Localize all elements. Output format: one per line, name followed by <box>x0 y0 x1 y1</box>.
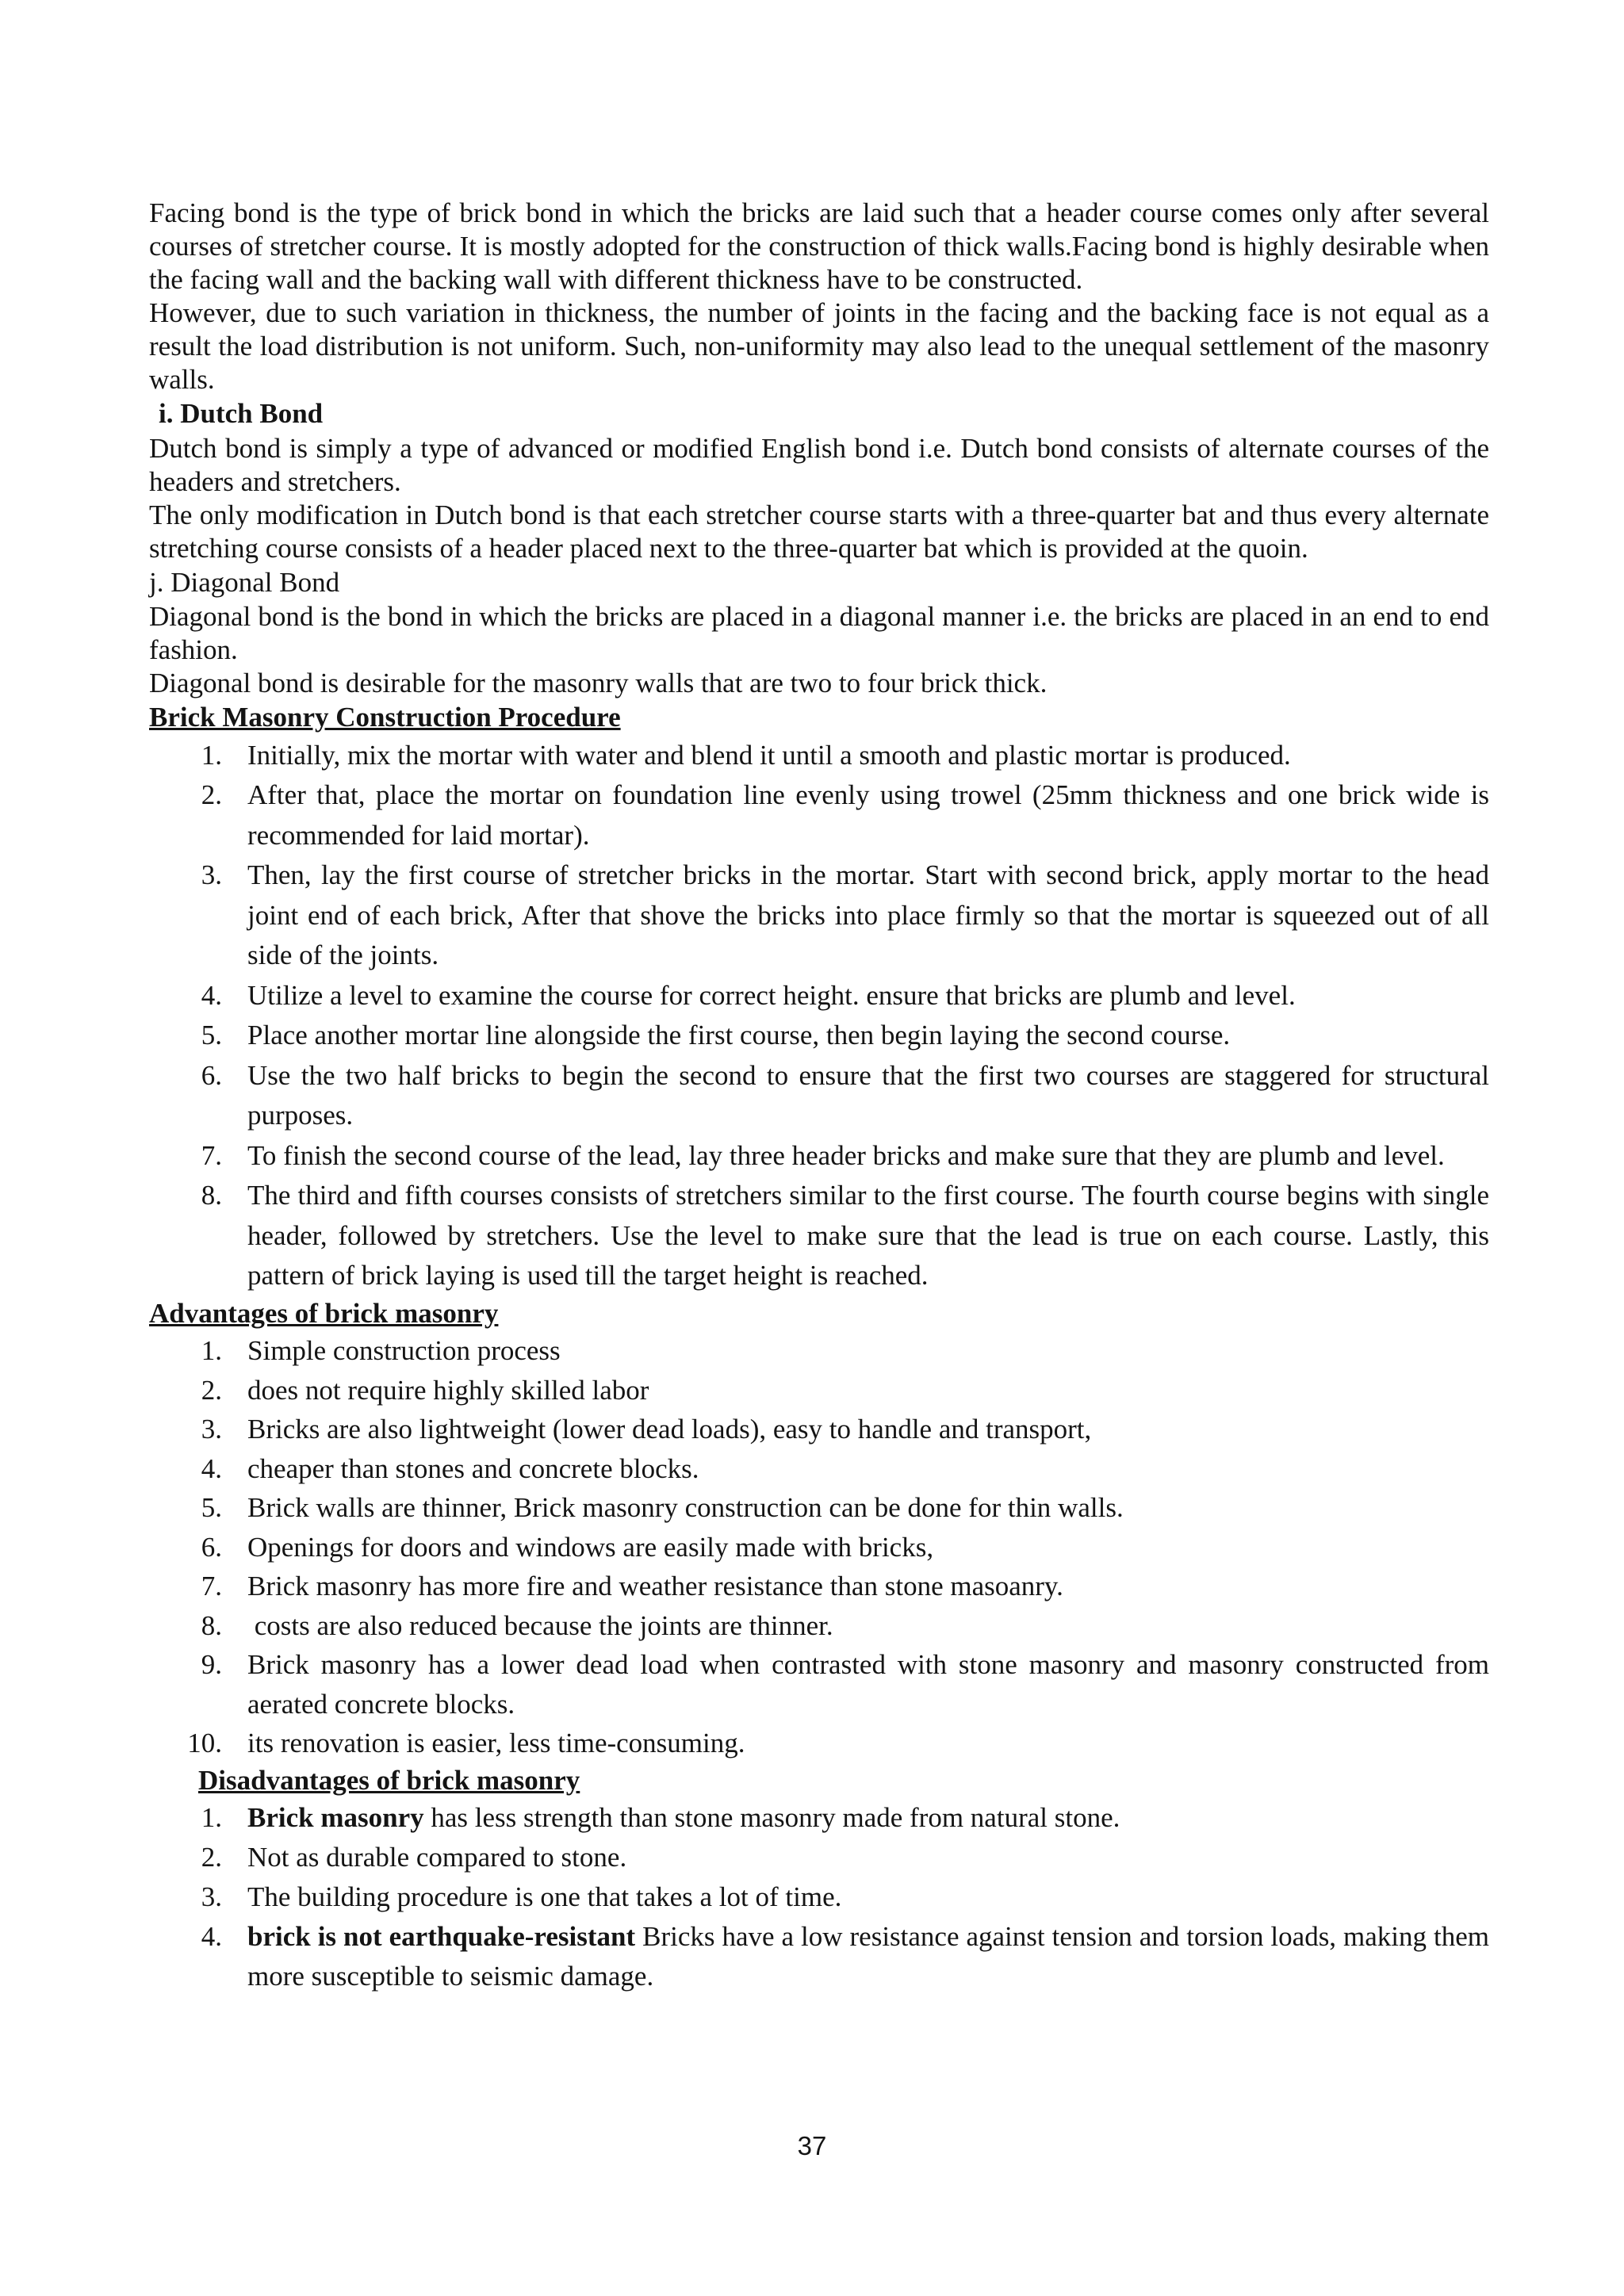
list-item: 2. Not as durable compared to stone. <box>201 1842 627 1873</box>
diagonal-bond-heading: j. Diagonal Bond <box>149 566 340 598</box>
list-item: 5. Place another mortar line alongside the first course, then begin laying the second course. <box>201 1020 1231 1050</box>
list-item: 6. Openings for doors and windows are easily made with bricks, <box>201 1531 934 1563</box>
list-item: 10. its renovation is easier, less time-consuming. <box>187 1728 745 1758</box>
advantages-heading: Advantages of brick masonry <box>149 1297 499 1329</box>
list-item: 7. To finish the second course of the lead, lay three header bricks and make sure that they are plumb and level. <box>201 1139 1445 1171</box>
intro-paragraph-2: However, due to such variation in thickness, the number of joints in the facing and the backing face is not equal as a result the load distribution is not uniform. Such, non-uniformity may also lead to the unequal settlement of the masonry walls. <box>149 297 1489 395</box>
advantages-list <box>149 1331 1489 1763</box>
list-item: 3. Bricks are also lightweight (lower dead loads), easy to handle and transport, <box>201 1414 1092 1445</box>
intro-paragraph-1: Facing bond is the type of brick bond in which the bricks are laid such that a header course comes only after several courses of stretcher course. It is mostly adopted for the construction of thick walls.Facing bond is highly desirable when the facing wall and the backing wall with different thickness have to be constructed. <box>149 197 1489 295</box>
procedure-list <box>149 736 1489 1296</box>
list-item: 2. does not require highly skilled labor <box>201 1374 649 1406</box>
list-item: 1. Brick masonry has less strength than stone masonry made from natural stone. <box>201 1802 1120 1833</box>
list-item: 7. Brick masonry has more fire and weather resistance than stone masoanry. <box>201 1571 1063 1601</box>
dutch-bond-heading: i. Dutch Bond <box>159 398 324 429</box>
disadvantages-list <box>149 1798 1489 1996</box>
diagonal-bond-paragraph-1: Diagonal bond is the bond in which the bricks are placed in a diagonal manner i.e. the bricks are placed in an end to end fashion. <box>149 601 1489 665</box>
list-item: 3. The building procedure is one that takes a lot of time. <box>201 1881 842 1912</box>
list-item: 4. brick is not earthquake-resistant Bricks have a low resistance against tension and torsion loads, making them more susceptible to seismic damage. <box>201 1921 1489 1992</box>
list-item: 9. Brick masonry has a lower dead load when contrasted with stone masonry and masonry constructed from aerated concrete blocks. <box>201 1649 1489 1720</box>
list-item: 6. Use the two half bricks to begin the second to ensure that the first two courses are staggered for structural purposes. <box>201 1059 1489 1131</box>
diagonal-bond-paragraph-2: Diagonal bond is desirable for the masonry walls that are two to four brick thick. <box>149 668 1048 698</box>
list-item: 4. Utilize a level to examine the course for correct height. ensure that bricks are plumb and level. <box>201 979 1296 1011</box>
dutch-bond-paragraph-2: The only modification in Dutch bond is that each stretcher course starts with a three-quarter bat and thus every alternate stretching course consists of a header placed next to the three-quarter bat which is provided at the quoin. <box>149 499 1489 564</box>
procedure-heading: Brick Masonry Construction Procedure <box>149 702 621 733</box>
list-item: 4. cheaper than stones and concrete blocks. <box>201 1452 699 1484</box>
list-item: 5. Brick walls are thinner, Brick masonry construction can be done for thin walls. <box>201 1492 1124 1523</box>
list-item: 2. After that, place the mortar on foundation line evenly using trowel (25mm thickness and one brick wide is recommended for laid mortar). <box>201 779 1489 851</box>
page-number: 37 <box>797 2131 827 2160</box>
list-item: 8. costs are also reduced because the joints are thinner. <box>201 1609 833 1641</box>
list-item: 8. The third and fifth courses consists of stretchers similar to the first course. The fourth course begins with single header, followed by stretchers. Use the level to make sure that the lead is true on each course. Lastly, this pattern of brick laying is used till the target height is reached. <box>201 1180 1489 1291</box>
list-item: 1. Simple construction process <box>201 1335 561 1366</box>
list-item: 1. Initially, mix the mortar with water and blend it until a smooth and plastic mortar is produced. <box>201 739 1291 771</box>
dutch-bond-paragraph-1: Dutch bond is simply a type of advanced or modified English bond i.e. Dutch bond consists of alternate courses of the headers and stretchers. <box>149 432 1489 497</box>
document-page <box>149 197 1489 1996</box>
list-item: 3. Then, lay the first course of stretcher bricks in the mortar. Start with second brick, apply mortar to the head joint end of each brick, After that shove the bricks into place firmly so that the mortar is squeezed out of all side of the joints. <box>201 859 1489 970</box>
disadvantages-heading: Disadvantages of brick masonry <box>198 1764 580 1796</box>
